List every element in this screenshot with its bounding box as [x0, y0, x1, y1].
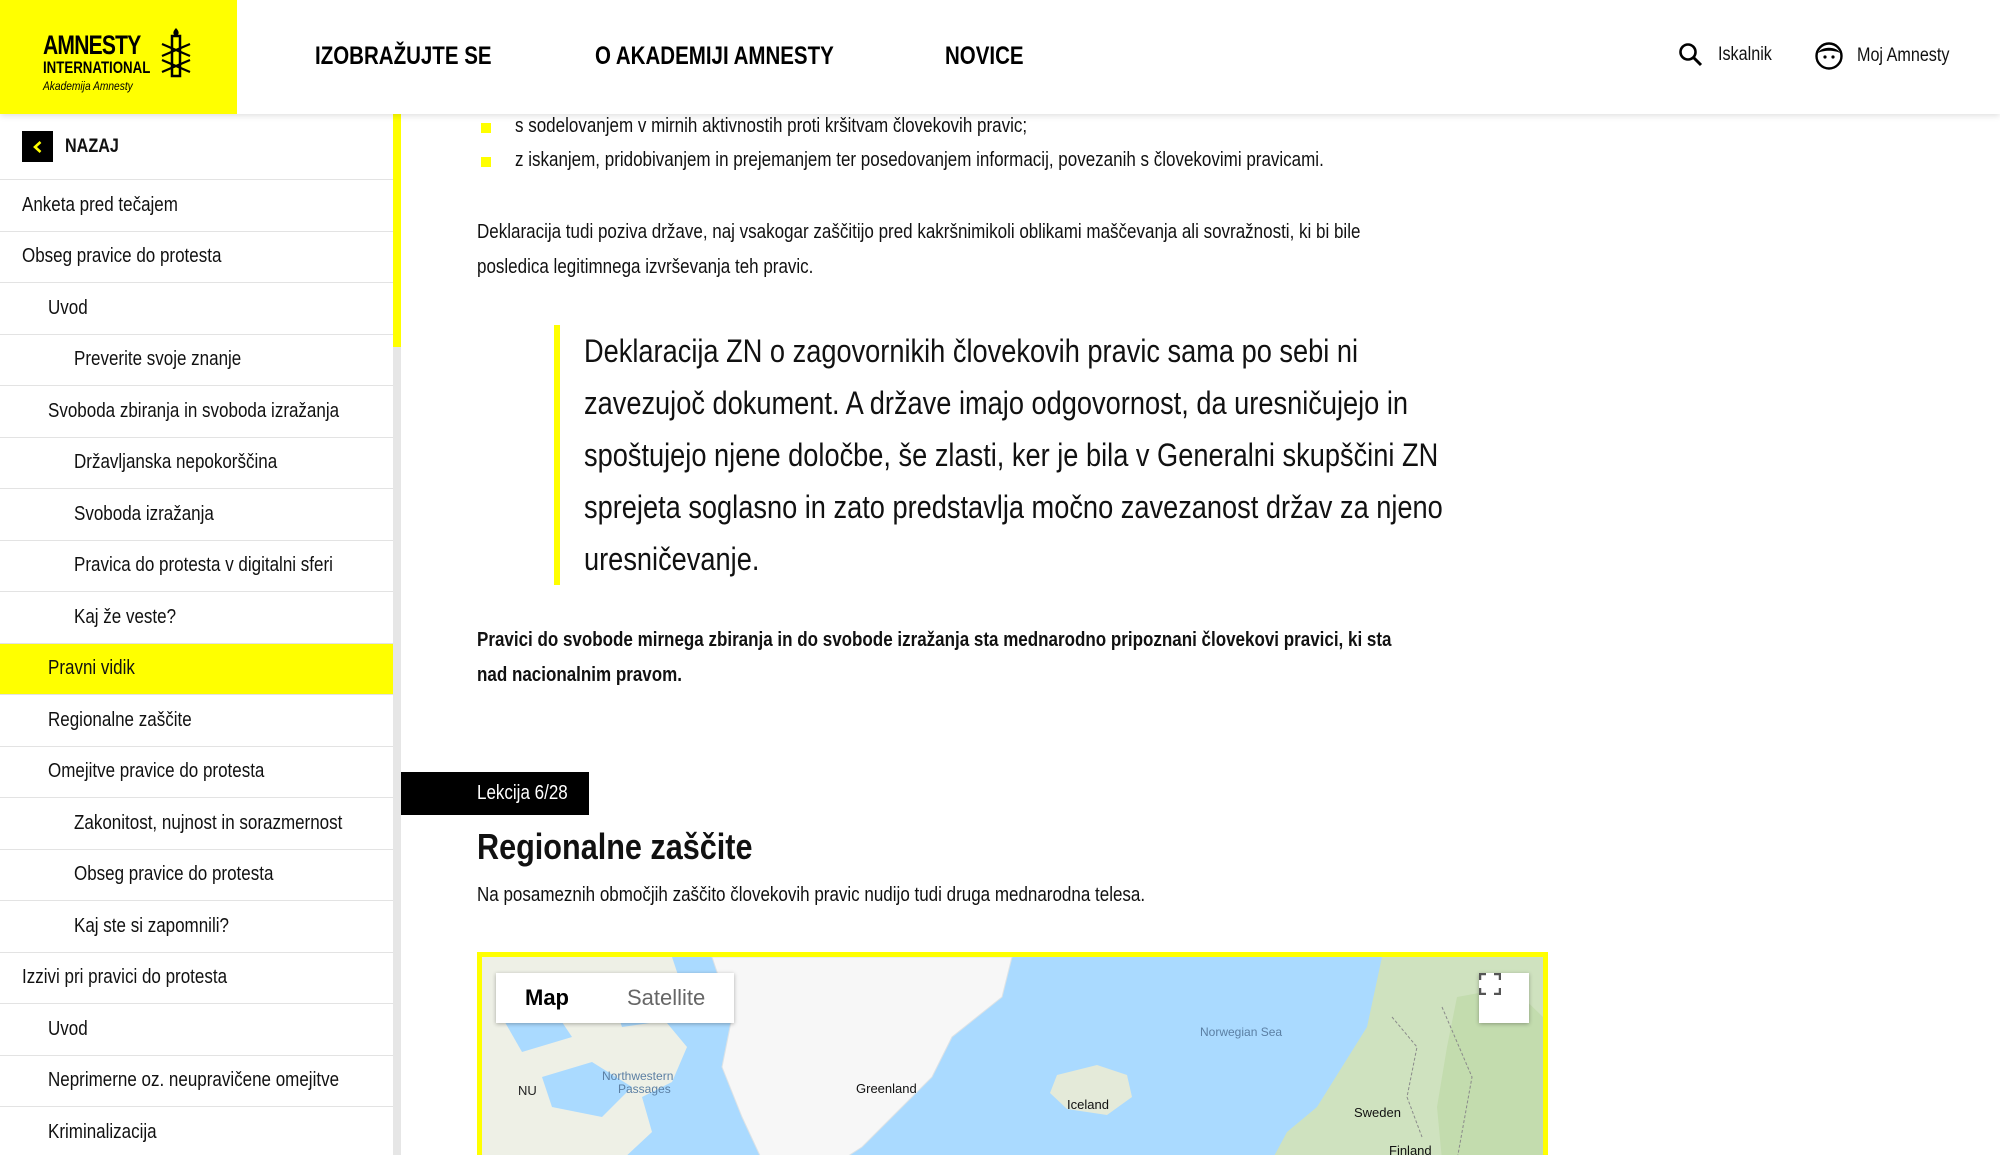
paragraph: Deklaracija tudi poziva države, naj vsakogar zaščitijo pred kakršnimikoli oblikami maščevanja ali sovražnosti, ki bi bile posledica legitimnega izvrševanja teh pravic.	[477, 221, 1361, 278]
sidebar-item-label: Anketa pred tečajem	[22, 193, 178, 216]
sidebar-item-label: Neprimerne oz. neupravičene omejitve	[48, 1069, 340, 1092]
sidebar-item[interactable]	[0, 901, 393, 953]
sidebar-item-label: Pravica do protesta v digitalni sferi	[74, 554, 333, 577]
sidebar-item[interactable]	[0, 850, 393, 902]
sidebar-item-label: Svoboda zbiranja in svoboda izražanja	[48, 399, 340, 422]
sidebar-item-label: Zakonitost, nujnost in sorazmernost	[74, 811, 343, 834]
sidebar-item-label: Kaj ste si zapomnili?	[74, 914, 229, 937]
map-type-map-button[interactable]: Map	[525, 985, 569, 1010]
sidebar-item-label: Obseg pravice do protesta	[22, 245, 222, 268]
sidebar-item[interactable]	[0, 232, 393, 284]
sidebar-item[interactable]	[0, 747, 393, 799]
account-label: Moj Amnesty	[1857, 45, 1950, 66]
bold-paragraph: Pravici do svobode mirnega zbiranja in do svobode izražanja sta mednarodno pripoznani človekovi pravici, ki sta nad nacionalnim pravom.	[477, 629, 1392, 686]
sidebar-item[interactable]	[0, 695, 393, 747]
site-header	[0, 0, 2000, 114]
sidebar-item-label: Kriminalizacija	[48, 1120, 157, 1143]
nav-izobrazujte-se[interactable]: IZOBRAŽUJTE SE	[315, 42, 492, 70]
sidebar-item[interactable]	[0, 1107, 393, 1155]
map-label-passages: Northwestern	[602, 1069, 674, 1083]
sidebar-item-label: Izzivi pri pravici do protesta	[22, 966, 228, 989]
blockquote: Deklaracija ZN o zagovornikih človekovih pravic sama po sebi ni zavezujoč dokument. A države imajo odgovornost, da uresničujejo in spoštujejo njene določbe, še zlasti, ker je bila v Generalni skupščini ZN sprejeta soglasno in zato predstavlja močno zavezanost držav za njeno uresničevanje.	[584, 333, 1443, 577]
map-type-satellite-button[interactable]: Satellite	[627, 985, 706, 1010]
search-label: Iskalnik	[1718, 44, 1772, 65]
back-label: NAZAJ	[65, 135, 119, 157]
logo-line-amnesty: AMNESTY	[43, 30, 141, 60]
map-label-greenland: Greenland	[856, 1081, 917, 1096]
bullet-item: s sodelovanjem v mirnih aktivnostih proti kršitvam človekovih pravic;	[515, 115, 1028, 137]
map-label-finland: Finland	[1389, 1143, 1432, 1155]
lesson-counter-label: Lekcija 6/28	[477, 782, 568, 804]
section-lead: Na posameznih območjih zaščito človekovih pravic nudijo tudi druga mednarodna telesa.	[477, 884, 1146, 906]
sidebar-item-label: Pravni vidik	[48, 657, 135, 680]
sidebar-item[interactable]	[0, 953, 393, 1005]
sidebar-item-label: Državljanska nepokorščina	[74, 451, 278, 474]
user-avatar-icon	[1815, 42, 1843, 70]
sidebar-item[interactable]	[0, 1004, 393, 1056]
logo-line-international: INTERNATIONAL	[43, 58, 151, 77]
map-label-norwegian-sea: Norwegian Sea	[1200, 1025, 1283, 1039]
search-link[interactable]	[1678, 42, 1781, 68]
search-icon	[1678, 42, 1704, 68]
sidebar-scrollbar-thumb[interactable]	[393, 114, 401, 347]
sidebar-item[interactable]	[0, 438, 393, 490]
section-title: Regionalne zaščite	[477, 826, 753, 867]
amnesty-logo[interactable]	[0, 0, 237, 114]
nav-o-akademiji[interactable]: O AKADEMIJI AMNESTY	[595, 42, 834, 70]
bullet-marker	[481, 157, 491, 167]
lesson-sidebar	[0, 114, 393, 1155]
bullet-item: z iskanjem, pridobivanjem in prejemanjem ter posedovanjem informacij, povezanih s človekovimi pravicami.	[515, 149, 1324, 171]
sidebar-item[interactable]	[0, 592, 393, 644]
regional-map[interactable]	[477, 952, 1548, 1155]
sidebar-item-label: Uvod	[48, 296, 88, 319]
map-label-sweden: Sweden	[1354, 1105, 1401, 1120]
logo-line-akademija: Akademija Amnesty	[43, 79, 133, 93]
back-button[interactable]	[0, 114, 393, 180]
sidebar-item[interactable]	[0, 489, 393, 541]
nav-novice[interactable]: NOVICE	[945, 42, 1024, 70]
sidebar-item[interactable]	[0, 283, 393, 335]
sidebar-item-label: Svoboda izražanja	[74, 502, 214, 525]
sidebar-item[interactable]	[0, 180, 393, 232]
sidebar-item[interactable]	[0, 1056, 393, 1108]
sidebar-item-label: Obseg pravice do protesta	[74, 863, 274, 886]
sidebar-item[interactable]	[0, 798, 393, 850]
fullscreen-button[interactable]	[1479, 973, 1529, 1023]
sidebar-item[interactable]	[0, 386, 393, 438]
candle-barbed-wire-icon	[158, 26, 194, 80]
sidebar-item[interactable]	[0, 541, 393, 593]
fullscreen-icon	[1479, 973, 1501, 995]
sidebar-item[interactable]	[0, 335, 393, 387]
bullet-marker	[481, 123, 491, 133]
sidebar-item-label: Uvod	[48, 1017, 88, 1040]
map-type-toggle	[496, 973, 734, 1023]
chevron-left-icon	[22, 131, 53, 162]
sidebar-item-label: Preverite svoje znanje	[74, 348, 242, 371]
map-label-iceland: Iceland	[1067, 1097, 1109, 1112]
lesson-counter-badge	[401, 772, 589, 815]
blockquote-bar	[554, 325, 560, 585]
map-label-passages-2: Passages	[618, 1082, 671, 1096]
sidebar-item-label: Kaj že veste?	[74, 605, 177, 628]
sidebar-item-label: Regionalne zaščite	[48, 708, 192, 731]
account-link[interactable]	[1815, 42, 1966, 70]
sidebar-item[interactable]	[0, 644, 393, 696]
map-label-nu: NU	[518, 1083, 537, 1098]
sidebar-item-label: Omejitve pravice do protesta	[48, 760, 265, 783]
